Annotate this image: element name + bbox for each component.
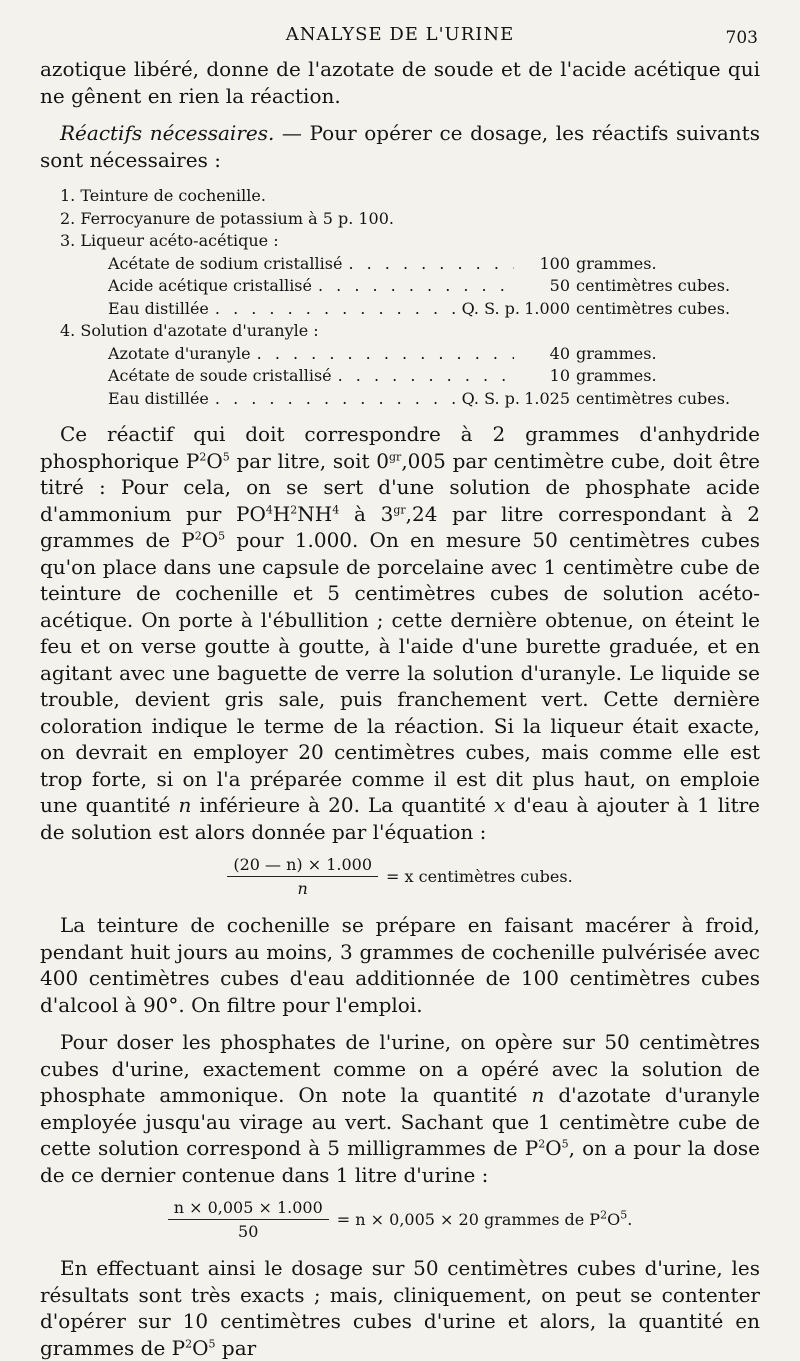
dot-leader (318, 275, 514, 298)
text-run: d'eau à ajouter à 1 litre de solution est alors donnée par l'équation : (40, 793, 761, 844)
ingredient-unit: grammes. (576, 253, 657, 273)
paragraph-continuation: azotique libéré, donne de l'azotate de soude et de l'acide acétique qui ne gênent en rien la réaction. (40, 57, 760, 108)
dot-leader (215, 298, 456, 321)
text-run: Pour doser les phosphates de l'urine, on opère sur 50 centimètres cubes d'urine, exactement comme on a opéré avec la solution de phosphate ammonique. On note la quantité (40, 1030, 760, 1107)
ingredient-row (108, 253, 760, 276)
reagent-item-2: 2. Ferrocyanure de potassium à 5 p. 100. (60, 208, 394, 228)
superscript: 2 (185, 1336, 193, 1350)
ingredient-qsp: Q. S. p. (461, 298, 520, 318)
equation-water-volume (40, 855, 760, 898)
ingredient-row (108, 365, 760, 388)
reactifs-heading: Réactifs nécessaires. (60, 121, 275, 145)
dot-leader (348, 253, 514, 276)
superscript: 5 (561, 1137, 569, 1151)
ingredient-row (108, 388, 760, 411)
text-run: par (215, 1335, 257, 1360)
equation-phosphate-dose (40, 1198, 760, 1241)
reactifs-text: — Pour opérer ce dosage, les réactifs suivants sont nécessaires : (40, 121, 760, 172)
superscript: gr (393, 502, 406, 516)
ingredient-row (108, 343, 760, 366)
superscript: 2 (600, 1208, 608, 1222)
equation-rhs: = x centimètres cubes. (386, 867, 573, 886)
reagent-item-1: 1. Teinture de cochenille. (60, 186, 266, 205)
reagent-list (60, 185, 760, 410)
text-run: ,24 par litre correspondant à 2 grammes de P (40, 501, 760, 552)
text-run: pour 1.000. On en mesure 50 centimètres cubes qu'on place dans une capsule de porcelaine avec 1 centimètre cube de teinture de cochenille et 5 centimètres cubes de solution acéto-acétique. On porte à l'ébullition ; cette dernière obtenue, on éteint le feu et on verse goutte à goutte, à l'aide d'une burette graduée, et en agitant avec une baguette de verre la solution d'uranyle. Le liquide se trouble, devient gris sale, puis franchement vert. Cette dernière coloration indique le terme de la réaction. Si la liqueur était exacte, on devrait en employer 20 centimètres cubes, mais comme elle est trop forte, si on l'a préparée comme il est dit plus haut, on emploie une quantité (40, 528, 760, 817)
text-run: inférieure à 20. La quantité (191, 793, 495, 817)
ingredient-row (108, 298, 760, 321)
ingredient-name: Acide acétique cristallisé (108, 276, 312, 295)
fraction-numerator: (20 — n) × 1.000 (227, 855, 378, 877)
superscript: 2 (290, 502, 298, 516)
paragraph-reactifs (40, 120, 760, 173)
ingredient-unit: grammes. (576, 366, 657, 385)
text-run: O (206, 448, 223, 473)
ingredient-name: Eau distillée (108, 388, 209, 408)
text-run: à 3 (339, 501, 394, 526)
text-run: . (627, 1210, 633, 1229)
ingredient-quantity: 100 (539, 253, 570, 273)
running-head (40, 22, 760, 56)
ingredient-qsp: Q. S. p. (461, 388, 520, 408)
text-run: ,005 par centimètre cube, doit être titré : Pour cela, on se sert d'une solution de phosphate acide d'ammonium pur PO (40, 448, 760, 526)
reagent-item-4: 4. Solution d'azotate d'uranyle : (60, 321, 319, 340)
text-run: O (192, 1335, 209, 1360)
text-run: O (201, 528, 219, 552)
paragraph-clinical (40, 1255, 760, 1361)
variable-x: x (494, 793, 506, 817)
ingredient-quantity: 50 (549, 276, 570, 295)
paragraph-cochenille: La teinture de cochenille se prépare en faisant macérer à froid, pendant huit jours au moins, 3 grammes de cochenille pulvérisée avec 400 centimètres cubes d'eau additionnée de 100 centimètres cubes d'alcool à 90°. On filtre pour l'emploi. (40, 913, 760, 1017)
variable-n: n (178, 793, 192, 817)
text-run: d'azotate d'uranyle employée jusqu'au virage au vert. Sachant que 1 centimètre cube de cette solution correspond à 5 milligrammes de P (40, 1083, 760, 1160)
ingredient-unit: centimètres cubes. (576, 388, 731, 408)
superscript: 5 (222, 449, 230, 463)
text-run: O (607, 1210, 621, 1229)
ingredient-unit: grammes. (576, 343, 657, 363)
text-run: par litre, soit 0 (229, 448, 390, 473)
running-title: ANALYSE DE L'URINE (285, 24, 515, 45)
ingredient-quantity: 40 (549, 343, 570, 363)
ingredient-unit: centimètres cubes. (576, 298, 731, 318)
dot-leader (257, 343, 514, 366)
text-run: , on a pour la dose de ce dernier contenue dans 1 litre d'urine : (40, 1136, 760, 1187)
text-run: H (272, 501, 291, 526)
ingredient-name: Acétate de sodium cristallisé (108, 253, 343, 273)
fraction-numerator: n × 0,005 × 1.000 (168, 1198, 329, 1220)
superscript: 5 (208, 1336, 216, 1350)
fraction-denominator: n (297, 879, 308, 898)
dot-leader (215, 388, 456, 411)
text-run: Ce réactif qui doit correspondre à 2 grammes d'anhydride phosphorique P (40, 422, 760, 473)
ingredient-unit: centimètres cubes. (576, 276, 731, 295)
text-run: O (545, 1136, 562, 1160)
superscript: 2 (538, 1137, 546, 1151)
page-number: 703 (725, 28, 758, 48)
ingredient-name: Eau distillée (108, 298, 209, 318)
paragraph-dosage (40, 1029, 760, 1188)
superscript: 2 (199, 449, 207, 463)
text-run: = n × 0,005 × 20 grammes de P (336, 1210, 601, 1229)
text-run: En effectuant ainsi le dosage sur 50 centimètres cubes d'urine, les résultats sont très exacts ; mais, cliniquement, on peut se contenter d'opérer sur 10 centimètres cubes d'urine et alors, la quantité en grammes de P (40, 1256, 760, 1360)
fraction-denominator: 50 (238, 1222, 259, 1241)
ingredient-name: Azotate d'uranyle (108, 343, 251, 363)
text-run: NH (297, 501, 333, 526)
superscript: 5 (620, 1208, 628, 1222)
ingredient-quantity: 1.025 (524, 388, 570, 408)
variable-n: n (531, 1083, 545, 1107)
superscript: 2 (194, 529, 202, 543)
reagent-item-3: 3. Liqueur acéto-acétique : (60, 231, 279, 250)
fraction (227, 855, 378, 898)
superscript: 4 (332, 502, 340, 516)
superscript: 5 (218, 529, 226, 543)
ingredient-row (108, 275, 760, 298)
fraction (168, 1198, 329, 1241)
paragraph-titration (40, 421, 760, 845)
dot-leader (338, 365, 514, 388)
ingredient-quantity: 1.000 (524, 298, 570, 318)
equation-rhs (337, 1210, 633, 1229)
superscript: 4 (265, 502, 273, 516)
superscript: gr (389, 449, 402, 463)
ingredient-quantity: 10 (549, 366, 570, 385)
ingredient-name: Acétate de soude cristallisé (108, 366, 332, 385)
